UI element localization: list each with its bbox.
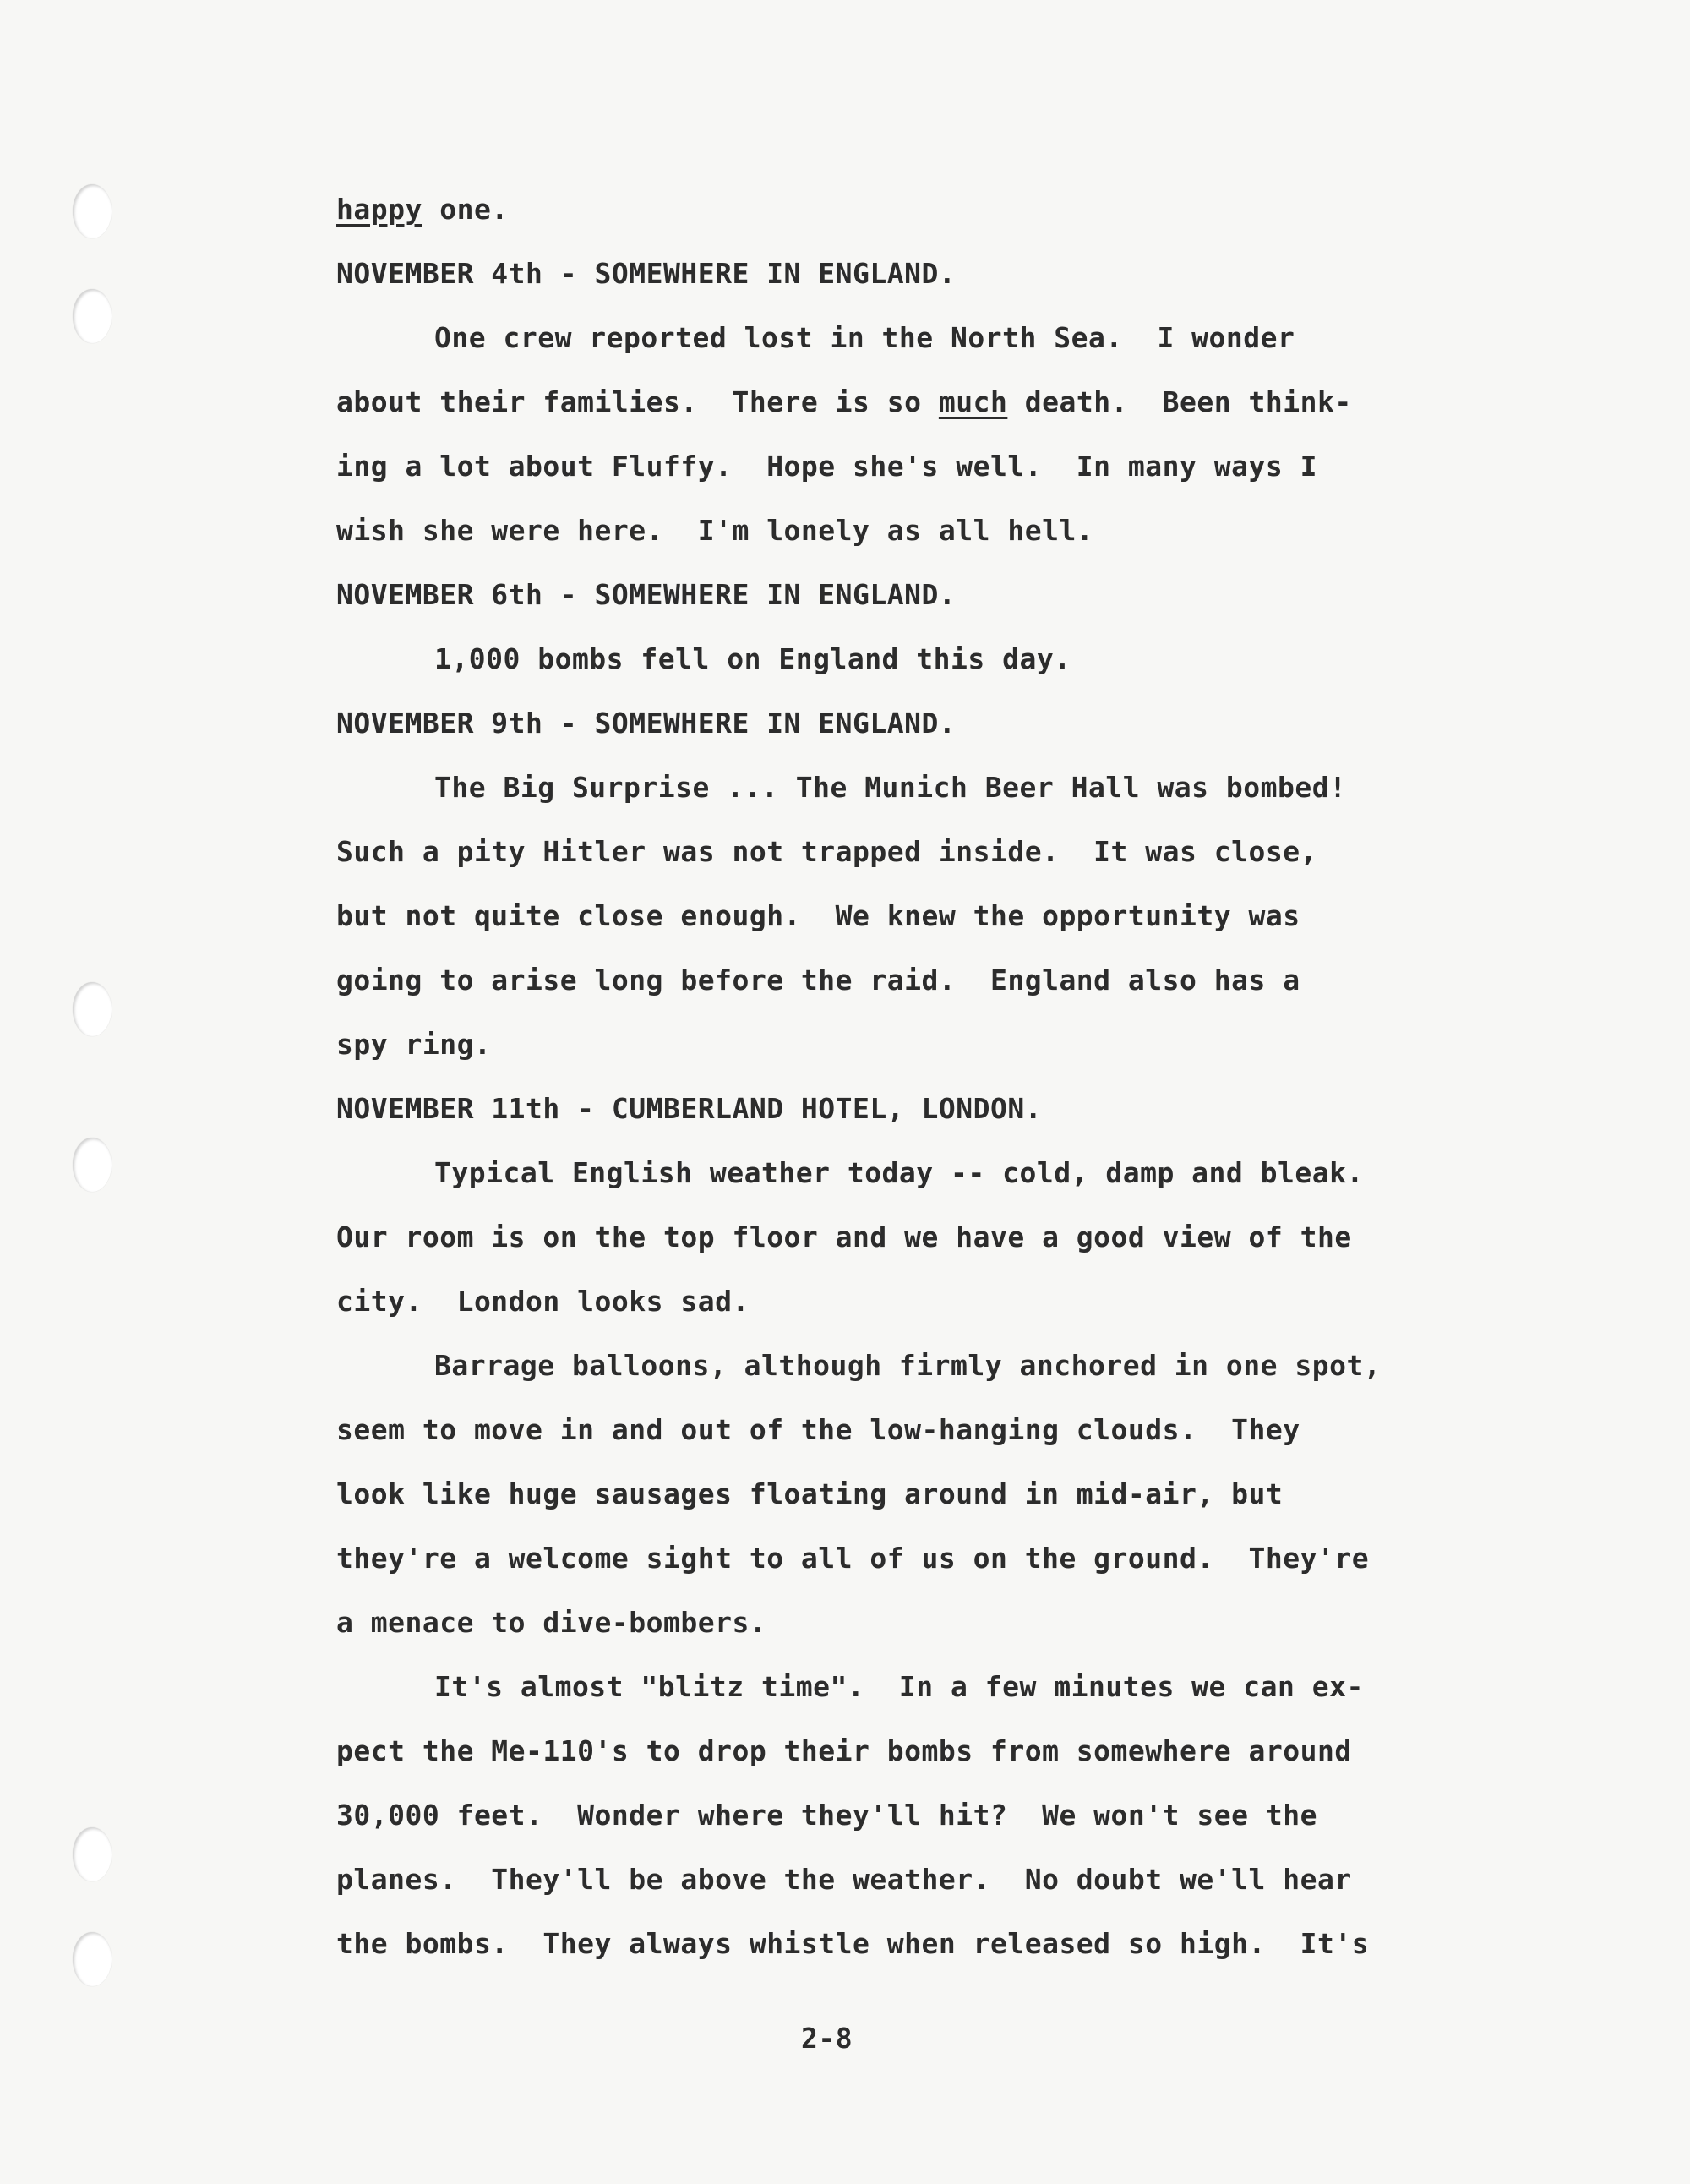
text-line: they're a welcome sight to all of us on the ground. They're [336, 1542, 1370, 1575]
text-line: 1,000 bombs fell on England this day. [434, 642, 1071, 675]
text-line: Typical English weather today -- cold, damp and bleak. [434, 1156, 1364, 1189]
text-line: pect the Me-110's to drop their bombs from somewhere around [336, 1734, 1352, 1767]
text-line: happy one. [336, 193, 509, 226]
text-line: seem to move in and out of the low-hanging clouds. They [336, 1413, 1300, 1446]
text-line: a menace to dive-bombers. [336, 1606, 767, 1639]
text-line: Our room is on the top floor and we have a good view of the [336, 1220, 1352, 1253]
text-line: It's almost "blitz time". In a few minutes we can ex- [434, 1670, 1364, 1703]
text-line: ing a lot about Fluffy. Hope she's well. In many ways I [336, 450, 1317, 483]
entry-heading: NOVEMBER 4th - SOMEWHERE IN ENGLAND. [336, 257, 957, 290]
text-line: planes. They'll be above the weather. No doubt we'll hear [336, 1863, 1352, 1896]
text-line: going to arise long before the raid. England also has a [336, 964, 1300, 996]
text-line: wish she were here. I'm lonely as all hell. [336, 514, 1094, 547]
punch-hole-4 [73, 1138, 112, 1192]
entry-heading: NOVEMBER 6th - SOMEWHERE IN ENGLAND. [336, 578, 957, 611]
text-line: 30,000 feet. Wonder where they'll hit? We won't see the [336, 1799, 1317, 1832]
text-line: about their families. There is so much death. Been think- [336, 385, 1352, 418]
text-line: Such a pity Hitler was not trapped inside. It was close, [336, 835, 1317, 868]
text-line: spy ring. [336, 1028, 492, 1061]
punch-hole-6 [73, 1932, 112, 1986]
text-line: the bombs. They always whistle when released so high. It's [336, 1927, 1370, 1960]
punch-hole-5 [73, 1827, 112, 1881]
text-line: One crew reported lost in the North Sea. I wonder [434, 321, 1295, 354]
punch-hole-1 [73, 184, 112, 238]
text-line: The Big Surprise ... The Munich Beer Hall was bombed! [434, 771, 1347, 804]
text-line: but not quite close enough. We knew the opportunity was [336, 899, 1300, 932]
page-number: 2-8 [801, 2022, 853, 2055]
punch-hole-2 [73, 289, 112, 343]
text-line: Barrage balloons, although firmly anchored in one spot, [434, 1349, 1382, 1382]
punch-hole-3 [73, 982, 112, 1036]
text-line: look like huge sausages floating around in mid-air, but [336, 1477, 1284, 1510]
entry-heading: NOVEMBER 11th - CUMBERLAND HOTEL, LONDON. [336, 1092, 1043, 1125]
entry-heading: NOVEMBER 9th - SOMEWHERE IN ENGLAND. [336, 707, 957, 740]
text-line: city. London looks sad. [336, 1285, 750, 1318]
